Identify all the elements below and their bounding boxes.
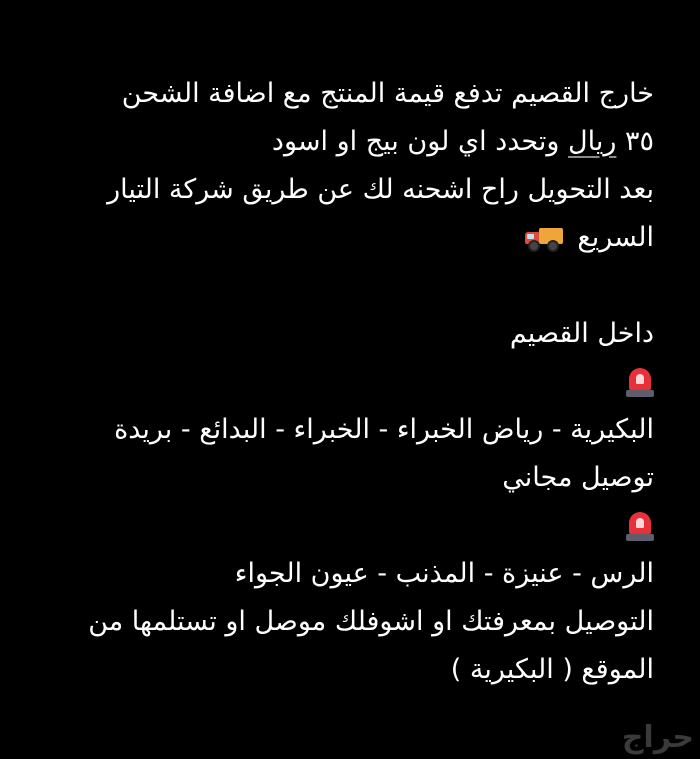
currency-link[interactable]: ريال — [567, 126, 617, 157]
text-line-8: الرس - عنيزة - المذنب - عيون الجواء — [234, 558, 654, 589]
siren-line-1 — [44, 358, 654, 406]
text-line-3: بعد التحويل راح اشحنه لك عن طريق شركة التيار — [107, 174, 654, 205]
text-line-10: الموقع ( البكيرية ) — [450, 654, 654, 685]
text-line-9: التوصيل بمعرفتك او اشوفلك موصل او تستلمها من — [88, 606, 654, 637]
price-number: ٣٥ — [624, 126, 654, 157]
color-choice-text: وتحدد اي لون بيج او اسود — [271, 126, 560, 157]
text-line-5: داخل القصيم — [509, 318, 654, 349]
siren-line-2 — [44, 502, 654, 550]
post-text — [44, 70, 654, 694]
haraj-watermark: حراج — [621, 720, 694, 755]
text-line-6: البكيرية - رياض الخبراء - الخبراء - البدائع - بريدة — [114, 414, 654, 445]
text-line-1: خارج القصيم تدفع قيمة المنتج مع اضافة الشحن — [121, 78, 654, 109]
text-line-2 — [44, 118, 654, 166]
police-siren-icon — [626, 367, 654, 397]
police-siren-icon — [626, 511, 654, 541]
text-line-4 — [44, 214, 654, 262]
delivery-truck-icon — [525, 226, 563, 252]
shipping-company-text: السريع — [577, 222, 654, 253]
text-line-7: توصيل مجاني — [502, 462, 654, 493]
blank-line — [44, 262, 654, 310]
